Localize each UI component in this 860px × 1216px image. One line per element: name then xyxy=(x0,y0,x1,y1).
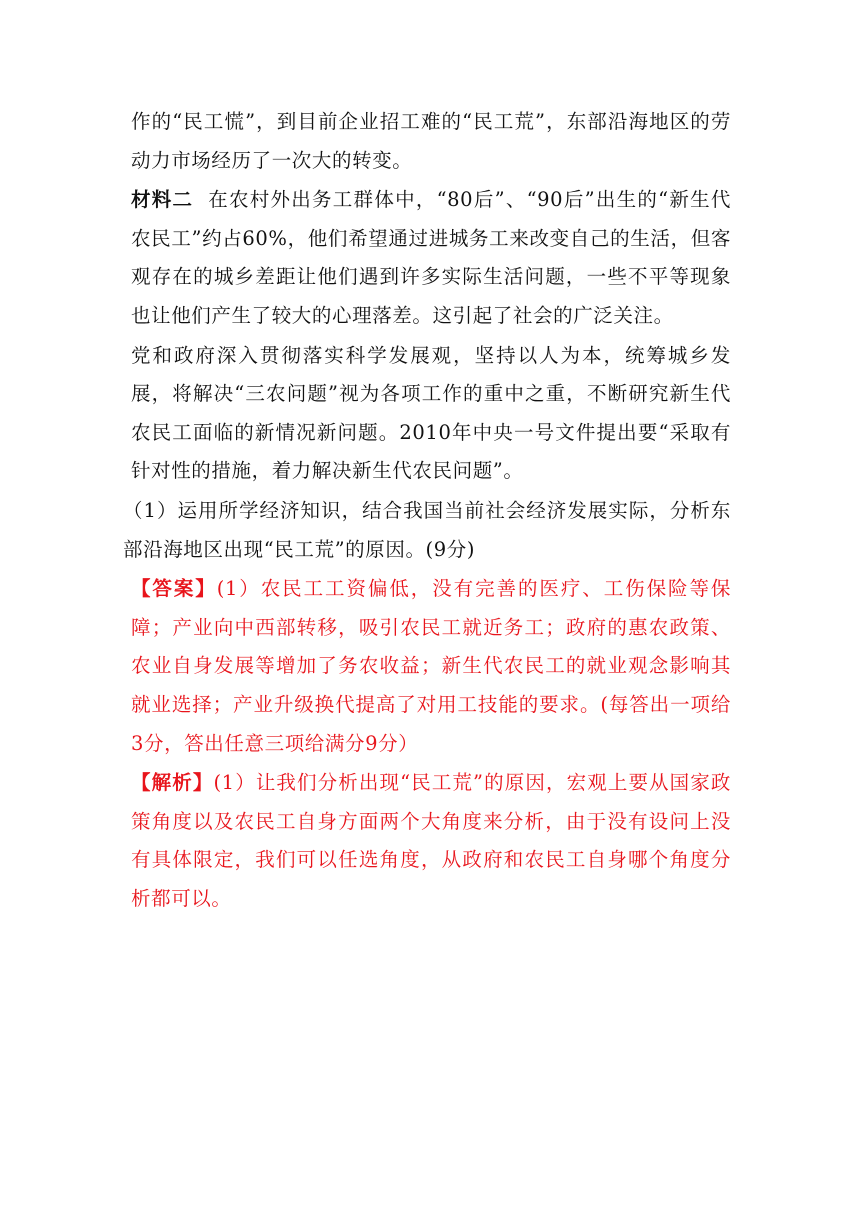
analysis-paragraph xyxy=(131,764,731,918)
material-two-text: 在农村外出务工群体中，“80后”、“90后”出生的“新生代农民工”约占60%，他们希望通过进城务工来改变自己的生活，但客观存在的城乡差距让他们遇到许多实际生活问题，一些不平等现象也让他们产生了较大的心理落差。这引起了社会的广泛关注。 xyxy=(131,188,731,327)
material-two-label: 材料二 xyxy=(131,188,194,212)
intro-paragraph: 作的“民工慌”，到目前企业招工难的“民工荒”，东部沿海地区的劳动力市场经历了一次大的转变。 xyxy=(131,110,731,172)
question-one: （1）运用所学经济知识，结合我国当前社会经济发展实际，分析东部沿海地区出现“民工荒”的原因。(9分) xyxy=(123,498,731,561)
answer-text: (1）农民工工资偏低，没有完善的医疗、工伤保险等保障；产业向中西部转移，吸引农民工就近务工；政府的惠农政策、农业自身发展等增加了务农收益；新生代农民工的就业观念影响其就业选择；产业升级换代提高了对用工技能的要求。(每答出一项给3分，答出任意三项给满分9分） xyxy=(131,577,731,755)
policy-paragraph: 党和政府深入贯彻落实科学发展观，坚持以人为本，统筹城乡发展，将解决“三农问题”视为各项工作的重中之重，不断研究新生代农民工面临的新情况新问题。2010年中央一号文件提出要“采取有针对性的措施，着力解决新生代农民问题”。 xyxy=(131,343,731,483)
material-two-paragraph xyxy=(131,181,731,335)
analysis-text: (1）让我们分析出现“民工荒”的原因，宏观上要从国家政策角度以及农民工自身方面两个大角度来分析，由于没有设问上没有具体限定，我们可以任选角度，从政府和农民工自身哪个角度分析都可以。 xyxy=(131,771,731,910)
answer-paragraph xyxy=(131,570,731,763)
document-body xyxy=(123,103,731,918)
analysis-label: 【解析】 xyxy=(131,771,214,795)
answer-label: 【答案】 xyxy=(131,577,217,601)
